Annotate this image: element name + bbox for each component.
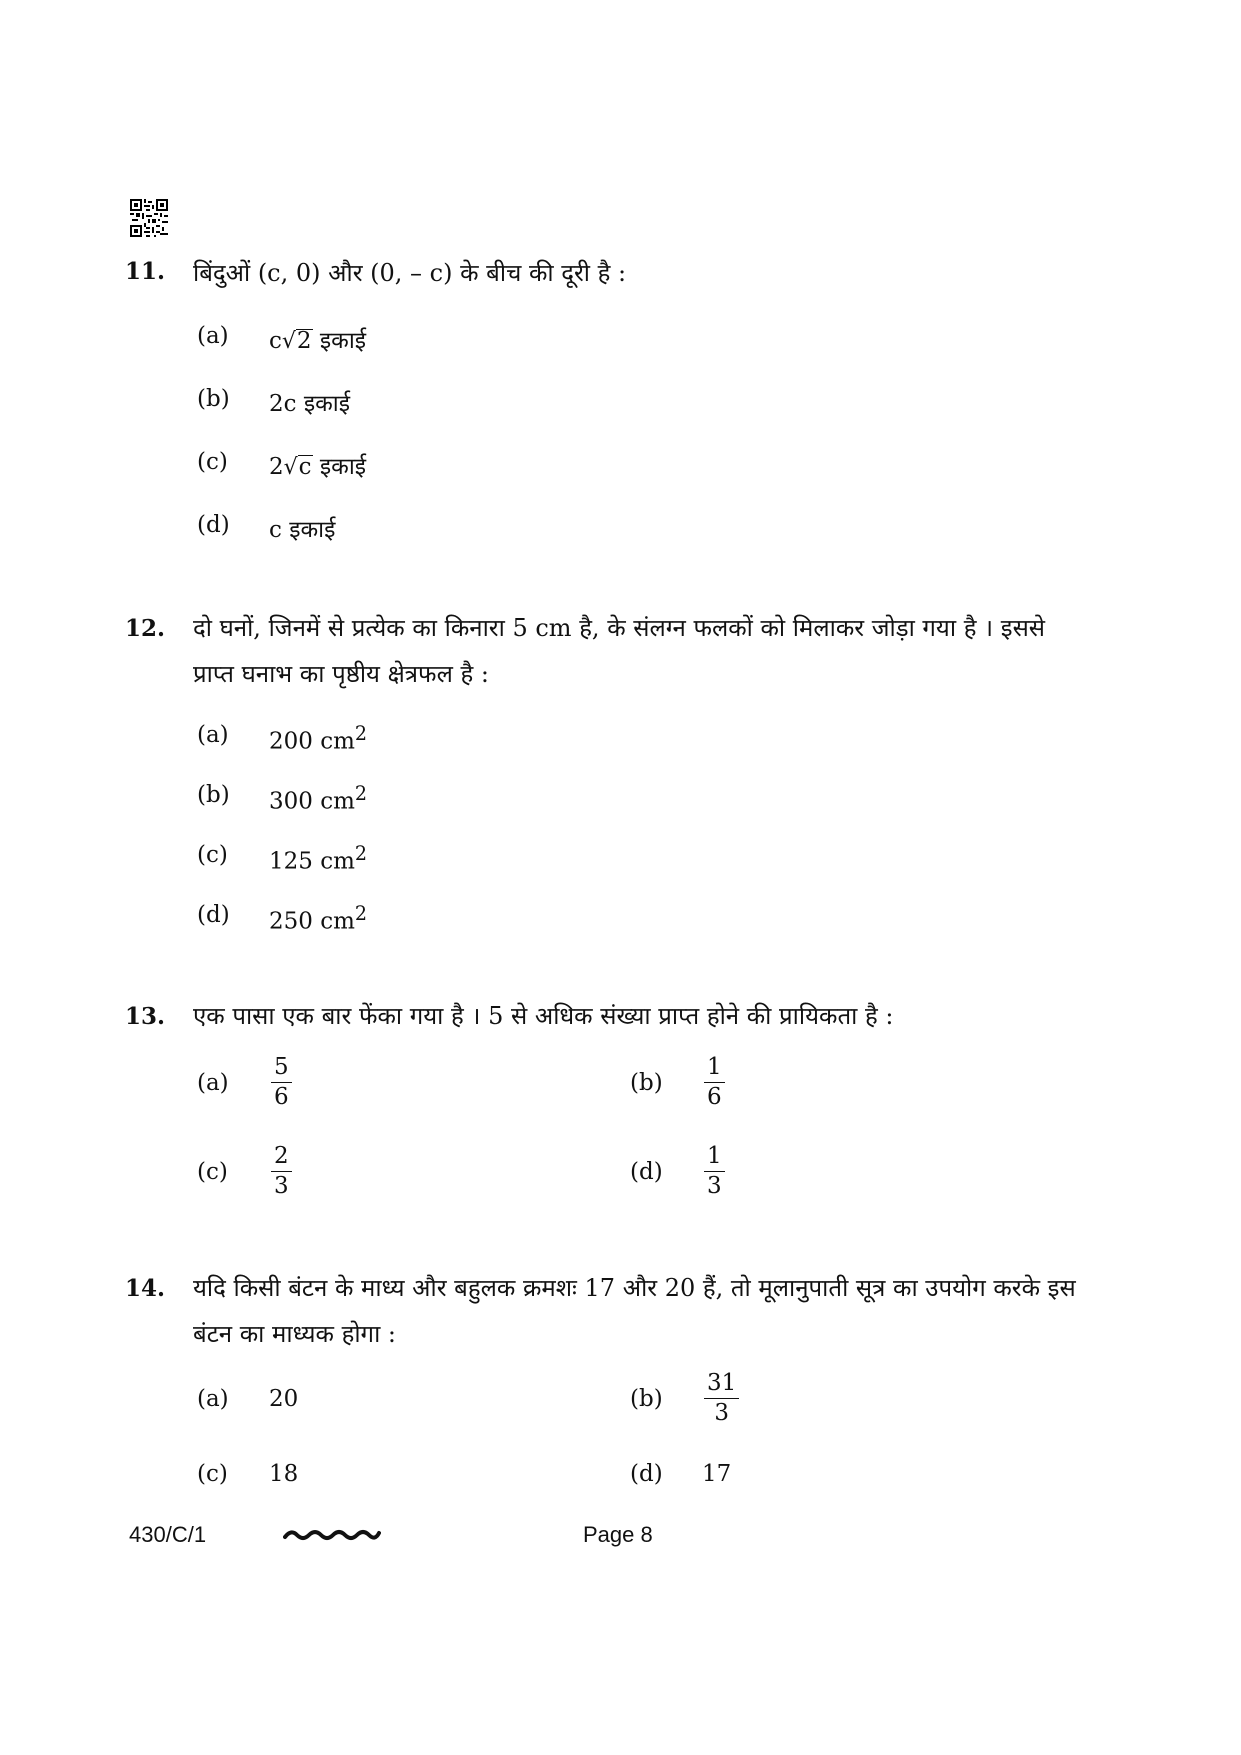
- option-label: (d): [197, 512, 230, 538]
- option-label: (d): [197, 902, 230, 928]
- fraction-numerator: 5: [271, 1053, 292, 1083]
- fraction-numerator: 1: [704, 1142, 725, 1172]
- question-number: 12.: [125, 615, 166, 642]
- option-value: 20: [269, 1386, 299, 1412]
- fraction-denominator: 3: [274, 1172, 289, 1199]
- option-label: (c): [197, 842, 228, 868]
- question-number: 14.: [125, 1275, 166, 1302]
- fraction-numerator: 2: [271, 1142, 292, 1172]
- option-label: (c): [197, 1159, 228, 1185]
- question-number: 13.: [125, 1003, 166, 1030]
- option-label: (d): [630, 1461, 663, 1487]
- fraction-denominator: 6: [274, 1083, 289, 1110]
- question-text: दो घनों, जिनमें से प्रत्येक का किनारा 5 cm है, के संलग्न फलकों को मिलाकर जोड़ा गया है । इससे प्राप्त घनाभ का पृष्ठीय क्षेत्रफल है :: [193, 614, 1046, 688]
- wave-ornament: [283, 1527, 381, 1543]
- option-value: 17: [702, 1461, 732, 1487]
- option-value: [271, 1053, 292, 1112]
- fraction-denominator: 6: [707, 1083, 722, 1110]
- option-value: c√2 इकाई: [269, 328, 367, 354]
- fraction-numerator: 1: [704, 1053, 725, 1083]
- option-label: (b): [630, 1070, 663, 1096]
- option-label: (a): [197, 1386, 229, 1412]
- option-value: 300 $cm^2$: [269, 782, 368, 815]
- question-text: यदि किसी बंटन के माध्य और बहुलक क्रमशः 17 और 20 हैं, तो मूलानुपाती सूत्र का उपयोग करके इस बंटन का माध्यक होगा :: [193, 1274, 1076, 1348]
- option-value: [704, 1142, 725, 1201]
- paper-code: 430/C/1: [129, 1522, 207, 1547]
- option-value: 2√c इकाई: [269, 454, 367, 480]
- option-label: (a): [197, 722, 229, 748]
- option-value: 125 $cm^2$: [269, 842, 368, 875]
- question-text: एक पासा एक बार फेंका गया है । 5 से अधिक संख्या प्राप्त होने की प्रायिकता है :: [193, 1002, 894, 1030]
- option-value: 18: [269, 1461, 299, 1487]
- option-label: (a): [197, 1070, 229, 1096]
- qr-code: [130, 199, 168, 237]
- page-number: Page 8: [583, 1522, 653, 1547]
- fraction-denominator: 3: [714, 1399, 729, 1426]
- option-label: (d): [630, 1159, 663, 1185]
- option-value: [704, 1369, 739, 1428]
- option-label: (c): [197, 1461, 228, 1487]
- option-label: (b): [630, 1386, 663, 1412]
- option-label: (b): [197, 386, 230, 412]
- question-number: 11.: [125, 258, 166, 285]
- option-label: (c): [197, 449, 228, 475]
- option-label: (a): [197, 323, 229, 349]
- fraction-denominator: 3: [707, 1172, 722, 1199]
- option-value: 2c इकाई: [269, 391, 351, 417]
- option-value: [271, 1142, 292, 1201]
- option-value: 250 $cm^2$: [269, 902, 368, 935]
- question-text: बिंदुओं (c, 0) और (0, – c) के बीच की दूरी है :: [193, 259, 627, 287]
- option-value: 200 $cm^2$: [269, 722, 368, 755]
- option-label: (b): [197, 782, 230, 808]
- option-value: c इकाई: [269, 517, 336, 543]
- fraction-numerator: 31: [704, 1369, 739, 1399]
- option-value: [704, 1053, 725, 1112]
